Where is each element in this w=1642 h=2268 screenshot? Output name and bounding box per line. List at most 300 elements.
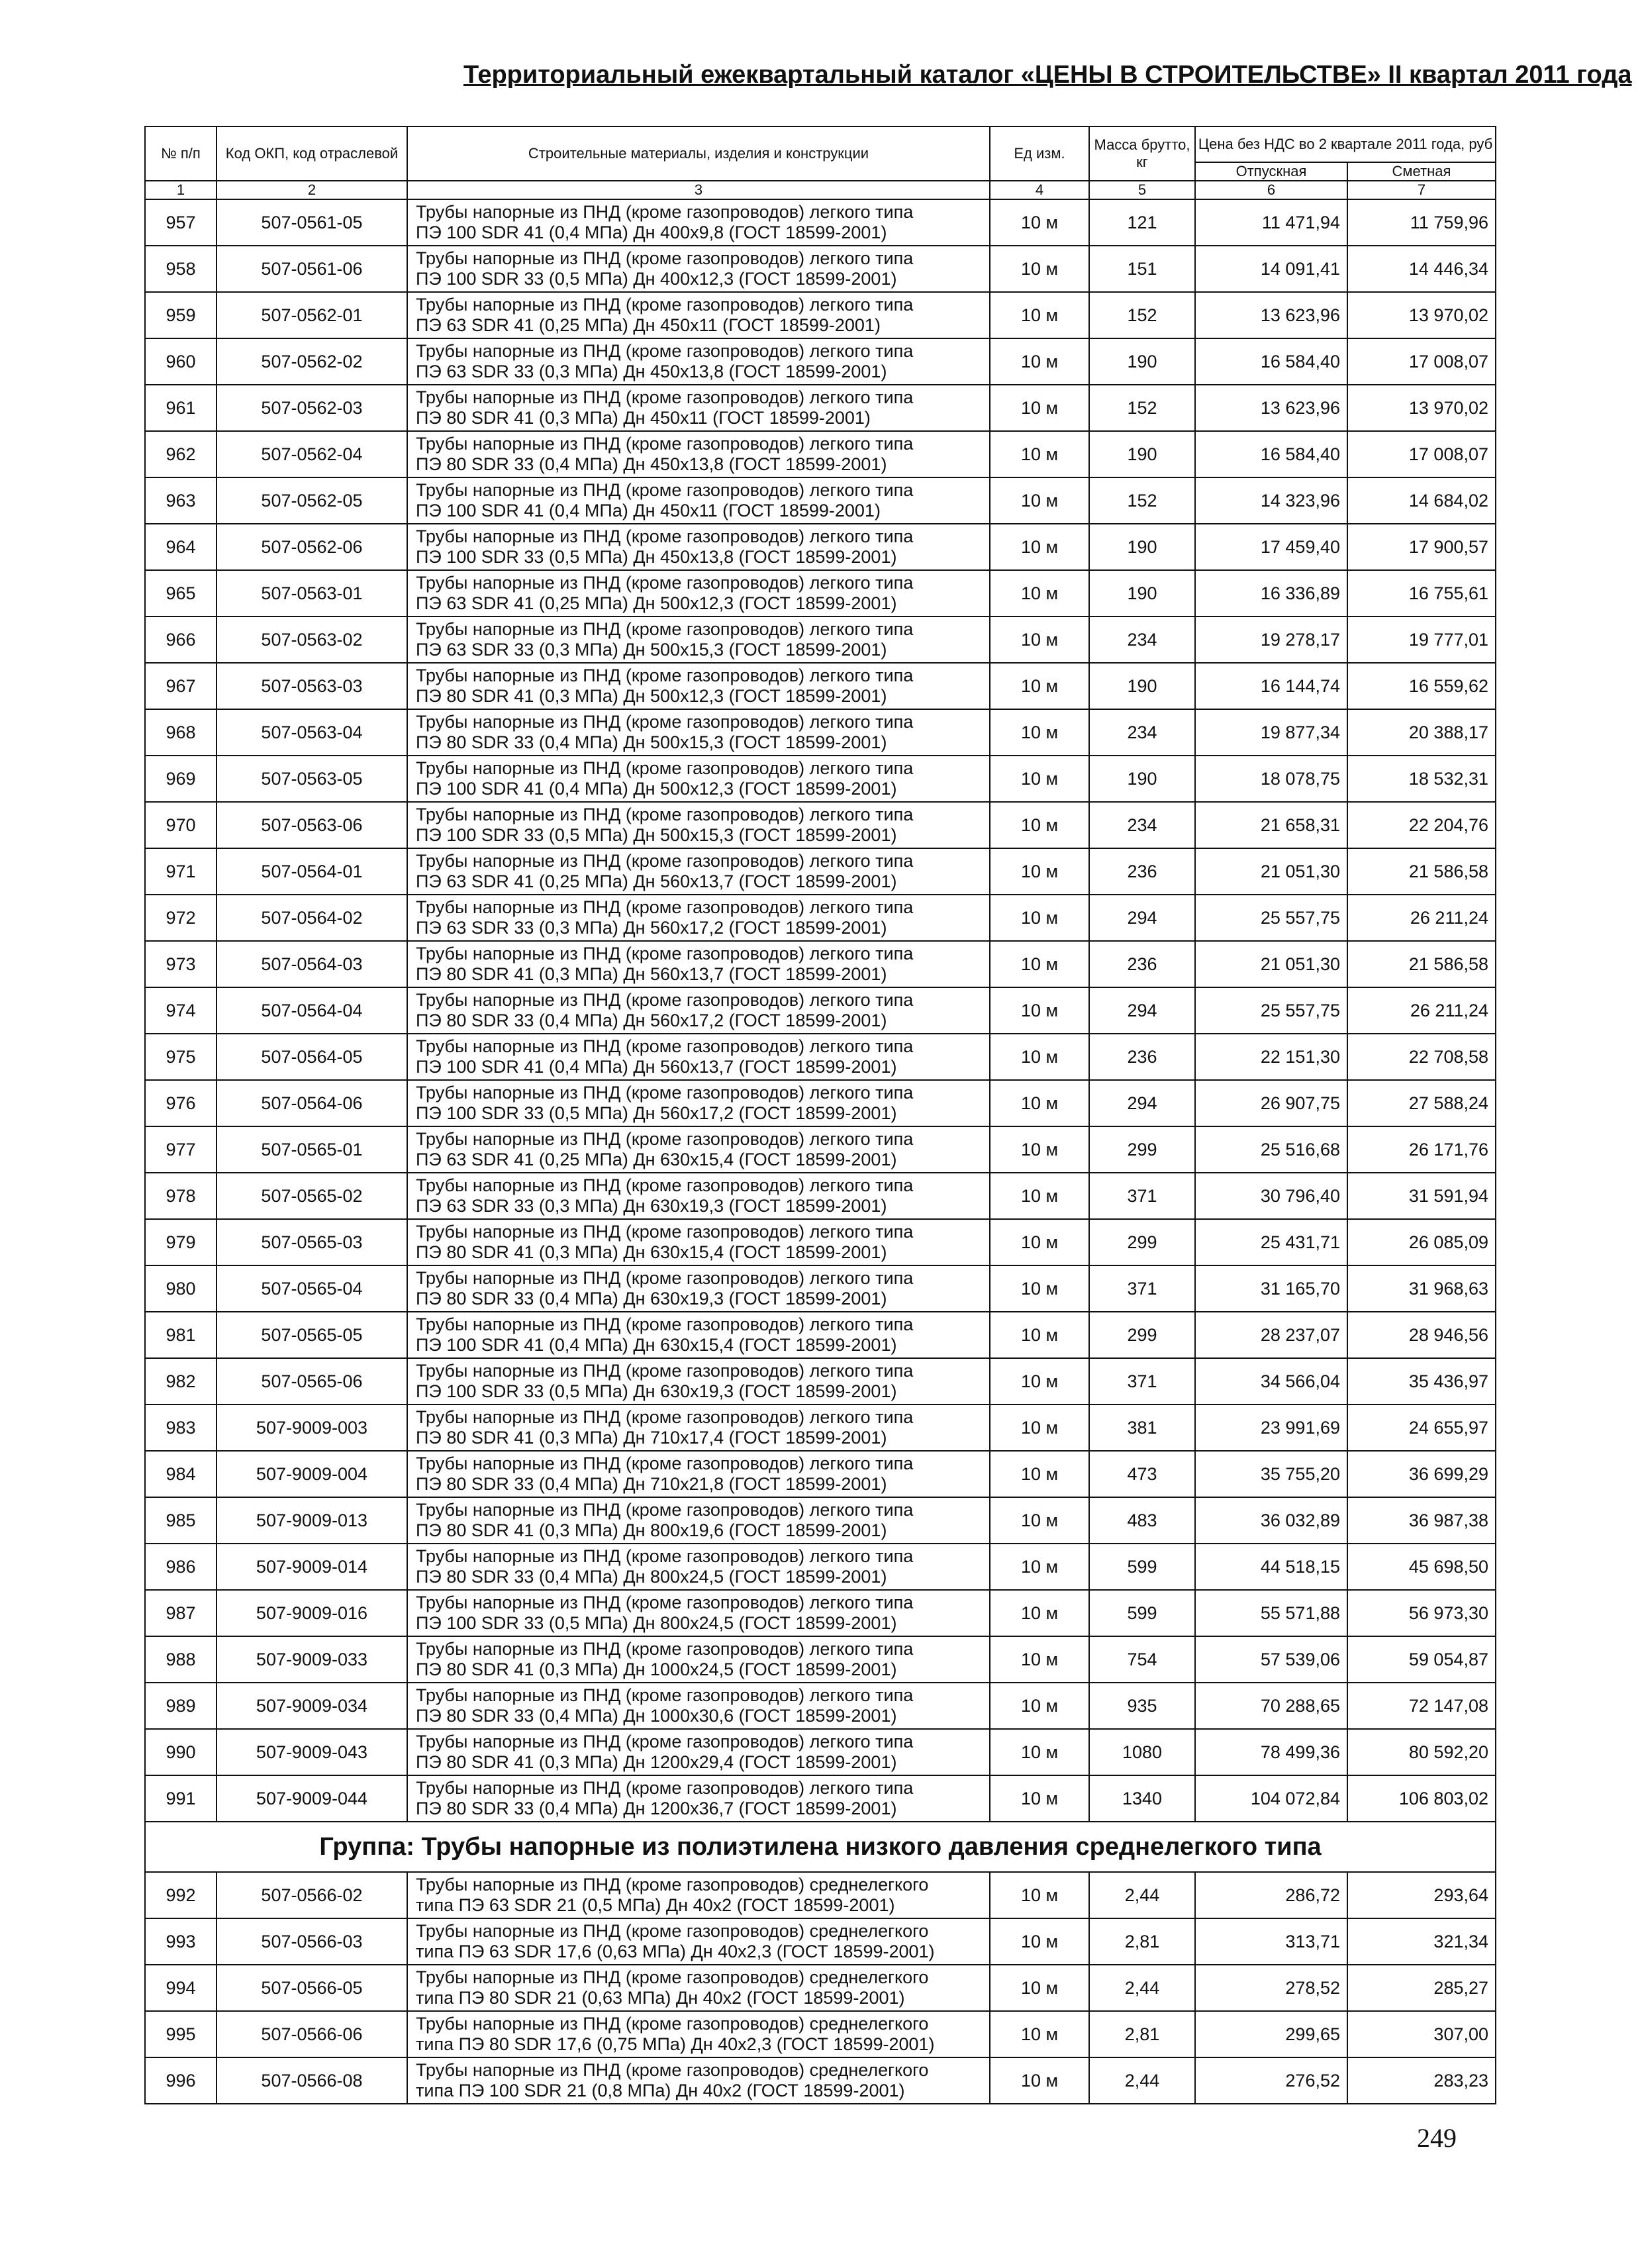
gross-mass: 599	[1089, 1544, 1195, 1590]
description-line: ПЭ 80 SDR 41 (0,3 МПа) Дн 500х12,3 (ГОСТ 18599-2001)	[416, 686, 887, 706]
price-table	[144, 126, 1496, 2104]
description-line: Трубы напорные из ПНД (кроме газопроводов) легкого типа	[416, 1454, 914, 1473]
description-line: Трубы напорные из ПНД (кроме газопроводов) легкого типа	[416, 248, 914, 268]
material-description	[407, 709, 990, 756]
release-price: 11 471,94	[1195, 199, 1347, 246]
estimate-price: 17 008,07	[1347, 338, 1496, 385]
column-number: 6	[1195, 181, 1347, 199]
unit: 10 м	[990, 1497, 1089, 1544]
description-line: Трубы напорные из ПНД (кроме газопроводов) легкого типа	[416, 805, 914, 824]
release-price: 21 051,30	[1195, 941, 1347, 987]
table-row	[145, 431, 1496, 477]
description-line: типа ПЭ 63 SDR 21 (0,5 МПа) Дн 40х2 (ГОСТ 18599-2001)	[416, 1895, 895, 1915]
estimate-price: 28 946,56	[1347, 1312, 1496, 1358]
row-number: 979	[145, 1219, 217, 1265]
description-line: ПЭ 80 SDR 41 (0,3 МПа) Дн 1000х24,5 (ГОСТ 18599-2001)	[416, 1659, 897, 1679]
release-price: 16 584,40	[1195, 431, 1347, 477]
unit: 10 м	[990, 1590, 1089, 1636]
unit: 10 м	[990, 756, 1089, 802]
row-number: 958	[145, 246, 217, 292]
description-line: Трубы напорные из ПНД (кроме газопроводов) легкого типа	[416, 851, 914, 871]
column-number: 4	[990, 181, 1089, 199]
unit: 10 м	[990, 616, 1089, 663]
release-price: 104 072,84	[1195, 1775, 1347, 1822]
col-estimate-header: Сметная	[1347, 162, 1496, 181]
description-line: ПЭ 80 SDR 33 (0,4 МПа) Дн 500х15,3 (ГОСТ 18599-2001)	[416, 732, 887, 752]
table-row	[145, 802, 1496, 848]
col-mass-header: Масса брутто, кг	[1089, 126, 1195, 181]
okp-code: 507-0561-06	[217, 246, 407, 292]
row-number: 985	[145, 1497, 217, 1544]
estimate-price: 13 970,02	[1347, 385, 1496, 431]
row-number: 965	[145, 570, 217, 616]
gross-mass: 1080	[1089, 1729, 1195, 1775]
material-description	[407, 199, 990, 246]
table-row	[145, 1729, 1496, 1775]
unit: 10 м	[990, 802, 1089, 848]
gross-mass: 236	[1089, 848, 1195, 895]
estimate-price: 26 085,09	[1347, 1219, 1496, 1265]
row-number: 961	[145, 385, 217, 431]
release-price: 26 907,75	[1195, 1080, 1347, 1126]
description-line: ПЭ 100 SDR 33 (0,5 МПа) Дн 450х13,8 (ГОСТ 18599-2001)	[416, 547, 897, 567]
release-price: 57 539,06	[1195, 1636, 1347, 1683]
gross-mass: 190	[1089, 524, 1195, 570]
description-line: Трубы напорные из ПНД (кроме газопроводов) легкого типа	[416, 573, 914, 593]
table-row	[145, 1173, 1496, 1219]
release-price: 16 584,40	[1195, 338, 1347, 385]
table-row	[145, 1219, 1496, 1265]
gross-mass: 234	[1089, 709, 1195, 756]
row-number: 989	[145, 1683, 217, 1729]
description-line: Трубы напорные из ПНД (кроме газопроводов) легкого типа	[416, 1778, 914, 1798]
estimate-price: 17 008,07	[1347, 431, 1496, 477]
description-line: ПЭ 100 SDR 41 (0,4 МПа) Дн 450х11 (ГОСТ 18599-2001)	[416, 501, 881, 520]
release-price: 34 566,04	[1195, 1358, 1347, 1405]
release-price: 299,65	[1195, 2011, 1347, 2057]
gross-mass: 599	[1089, 1590, 1195, 1636]
okp-code: 507-0565-06	[217, 1358, 407, 1405]
estimate-price: 21 586,58	[1347, 848, 1496, 895]
estimate-price: 27 588,24	[1347, 1080, 1496, 1126]
description-line: Трубы напорные из ПНД (кроме газопроводов) легкого типа	[416, 387, 914, 407]
description-line: типа ПЭ 80 SDR 21 (0,63 МПа) Дн 40х2 (ГОСТ 18599-2001)	[416, 1988, 905, 2008]
unit: 10 м	[990, 1683, 1089, 1729]
table-row	[145, 756, 1496, 802]
gross-mass: 190	[1089, 756, 1195, 802]
okp-code: 507-0565-04	[217, 1265, 407, 1312]
estimate-price: 22 708,58	[1347, 1034, 1496, 1080]
description-line: ПЭ 80 SDR 33 (0,4 МПа) Дн 560х17,2 (ГОСТ 18599-2001)	[416, 1011, 887, 1030]
material-description	[407, 1451, 990, 1497]
okp-code: 507-0564-01	[217, 848, 407, 895]
col-code-header: Код ОКП, код отраслевой	[217, 126, 407, 181]
gross-mass: 483	[1089, 1497, 1195, 1544]
table-row	[145, 616, 1496, 663]
material-description	[407, 385, 990, 431]
unit: 10 м	[990, 987, 1089, 1034]
okp-code: 507-9009-014	[217, 1544, 407, 1590]
row-number: 969	[145, 756, 217, 802]
gross-mass: 121	[1089, 199, 1195, 246]
okp-code: 507-0562-04	[217, 431, 407, 477]
okp-code: 507-0566-05	[217, 1965, 407, 2011]
release-price: 55 571,88	[1195, 1590, 1347, 1636]
description-line: ПЭ 80 SDR 33 (0,4 МПа) Дн 710х21,8 (ГОСТ 18599-2001)	[416, 1474, 887, 1494]
unit: 10 м	[990, 1265, 1089, 1312]
row-number: 981	[145, 1312, 217, 1358]
unit: 10 м	[990, 1312, 1089, 1358]
gross-mass: 371	[1089, 1358, 1195, 1405]
okp-code: 507-0566-06	[217, 2011, 407, 2057]
material-description	[407, 987, 990, 1034]
description-line: ПЭ 100 SDR 41 (0,4 МПа) Дн 500х12,3 (ГОСТ 18599-2001)	[416, 779, 897, 799]
table-row	[145, 663, 1496, 709]
gross-mass: 299	[1089, 1219, 1195, 1265]
release-price: 276,52	[1195, 2057, 1347, 2104]
description-line: Трубы напорные из ПНД (кроме газопроводов) легкого типа	[416, 1314, 914, 1334]
release-price: 22 151,30	[1195, 1034, 1347, 1080]
row-number: 977	[145, 1126, 217, 1173]
row-number: 973	[145, 941, 217, 987]
estimate-price: 283,23	[1347, 2057, 1496, 2104]
estimate-price: 18 532,31	[1347, 756, 1496, 802]
release-price: 16 144,74	[1195, 663, 1347, 709]
release-price: 13 623,96	[1195, 385, 1347, 431]
description-line: Трубы напорные из ПНД (кроме газопроводов) легкого типа	[416, 897, 914, 917]
group-row	[145, 1822, 1496, 1872]
table-row	[145, 1080, 1496, 1126]
unit: 10 м	[990, 2057, 1089, 2104]
description-line: ПЭ 100 SDR 33 (0,5 МПа) Дн 800х24,5 (ГОСТ 18599-2001)	[416, 1613, 897, 1633]
release-price: 44 518,15	[1195, 1544, 1347, 1590]
col-release-header: Отпускная	[1195, 162, 1347, 181]
description-line: ПЭ 80 SDR 41 (0,3 МПа) Дн 560х13,7 (ГОСТ 18599-2001)	[416, 964, 887, 984]
description-line: ПЭ 63 SDR 33 (0,3 МПа) Дн 630х19,3 (ГОСТ 18599-2001)	[416, 1196, 887, 1216]
material-description	[407, 1265, 990, 1312]
gross-mass: 473	[1089, 1451, 1195, 1497]
gross-mass: 190	[1089, 431, 1195, 477]
row-number: 971	[145, 848, 217, 895]
estimate-price: 14 684,02	[1347, 477, 1496, 524]
description-line: Трубы напорные из ПНД (кроме газопроводов) среднелегкого	[416, 2014, 929, 2034]
description-line: Трубы напорные из ПНД (кроме газопроводов) легкого типа	[416, 1268, 914, 1288]
description-line: Трубы напорные из ПНД (кроме газопроводов) легкого типа	[416, 1175, 914, 1195]
row-number: 984	[145, 1451, 217, 1497]
table-row	[145, 338, 1496, 385]
unit: 10 м	[990, 1173, 1089, 1219]
table-body-light	[145, 199, 1496, 1822]
description-line: ПЭ 80 SDR 33 (0,4 МПа) Дн 450х13,8 (ГОСТ 18599-2001)	[416, 454, 887, 474]
estimate-price: 45 698,50	[1347, 1544, 1496, 1590]
column-number: 2	[217, 181, 407, 199]
gross-mass: 2,81	[1089, 1918, 1195, 1965]
description-line: Трубы напорные из ПНД (кроме газопроводов) легкого типа	[416, 1500, 914, 1520]
gross-mass: 234	[1089, 802, 1195, 848]
unit: 10 м	[990, 1918, 1089, 1965]
okp-code: 507-0564-04	[217, 987, 407, 1034]
okp-code: 507-0564-06	[217, 1080, 407, 1126]
row-number: 987	[145, 1590, 217, 1636]
row-number: 959	[145, 292, 217, 338]
material-description	[407, 1080, 990, 1126]
estimate-price: 80 592,20	[1347, 1729, 1496, 1775]
release-price: 13 623,96	[1195, 292, 1347, 338]
estimate-price: 31 968,63	[1347, 1265, 1496, 1312]
unit: 10 м	[990, 524, 1089, 570]
material-description	[407, 616, 990, 663]
description-line: Трубы напорные из ПНД (кроме газопроводов) легкого типа	[416, 944, 914, 963]
material-description	[407, 756, 990, 802]
release-price: 35 755,20	[1195, 1451, 1347, 1497]
description-line: Трубы напорные из ПНД (кроме газопроводов) легкого типа	[416, 1036, 914, 1056]
row-number: 957	[145, 199, 217, 246]
gross-mass: 1340	[1089, 1775, 1195, 1822]
description-line: ПЭ 80 SDR 41 (0,3 МПа) Дн 710х17,4 (ГОСТ 18599-2001)	[416, 1428, 887, 1448]
unit: 10 м	[990, 199, 1089, 246]
estimate-price: 35 436,97	[1347, 1358, 1496, 1405]
okp-code: 507-0563-05	[217, 756, 407, 802]
release-price: 14 323,96	[1195, 477, 1347, 524]
col-name-header: Строительные материалы, изделия и конструкции	[407, 126, 990, 181]
release-price: 25 557,75	[1195, 895, 1347, 941]
estimate-price: 19 777,01	[1347, 616, 1496, 663]
table-row	[145, 941, 1496, 987]
gross-mass: 294	[1089, 1080, 1195, 1126]
okp-code: 507-0565-01	[217, 1126, 407, 1173]
material-description	[407, 802, 990, 848]
unit: 10 м	[990, 1080, 1089, 1126]
description-line: ПЭ 100 SDR 33 (0,5 МПа) Дн 500х15,3 (ГОСТ 18599-2001)	[416, 825, 897, 845]
estimate-price: 26 211,24	[1347, 987, 1496, 1034]
table-row	[145, 246, 1496, 292]
gross-mass: 2,44	[1089, 1872, 1195, 1918]
table-row	[145, 385, 1496, 431]
description-line: Трубы напорные из ПНД (кроме газопроводов) легкого типа	[416, 1083, 914, 1103]
material-description	[407, 2011, 990, 2057]
table-row	[145, 477, 1496, 524]
description-line: Трубы напорные из ПНД (кроме газопроводов) легкого типа	[416, 758, 914, 778]
okp-code: 507-9009-016	[217, 1590, 407, 1636]
release-price: 25 516,68	[1195, 1126, 1347, 1173]
table-row	[145, 895, 1496, 941]
description-line: ПЭ 63 SDR 33 (0,3 МПа) Дн 500х15,3 (ГОСТ 18599-2001)	[416, 640, 887, 660]
okp-code: 507-9009-033	[217, 1636, 407, 1683]
table-row	[145, 1126, 1496, 1173]
description-line: ПЭ 80 SDR 33 (0,4 МПа) Дн 630х19,3 (ГОСТ 18599-2001)	[416, 1289, 887, 1308]
unit: 10 м	[990, 1544, 1089, 1590]
table-row	[145, 1265, 1496, 1312]
estimate-price: 59 054,87	[1347, 1636, 1496, 1683]
release-price: 36 032,89	[1195, 1497, 1347, 1544]
row-number: 967	[145, 663, 217, 709]
gross-mass: 234	[1089, 616, 1195, 663]
gross-mass: 152	[1089, 477, 1195, 524]
gross-mass: 299	[1089, 1312, 1195, 1358]
unit: 10 м	[990, 338, 1089, 385]
gross-mass: 152	[1089, 292, 1195, 338]
description-line: Трубы напорные из ПНД (кроме газопроводов) легкого типа	[416, 202, 914, 222]
material-description	[407, 895, 990, 941]
gross-mass: 935	[1089, 1683, 1195, 1729]
material-description	[407, 1872, 990, 1918]
table-row	[145, 199, 1496, 246]
table-row	[145, 1312, 1496, 1358]
release-price: 21 051,30	[1195, 848, 1347, 895]
gross-mass: 2,44	[1089, 1965, 1195, 2011]
description-line: ПЭ 63 SDR 41 (0,25 МПа) Дн 500х12,3 (ГОСТ 18599-2001)	[416, 593, 897, 613]
material-description	[407, 1636, 990, 1683]
description-line: Трубы напорные из ПНД (кроме газопроводов) легкого типа	[416, 341, 914, 361]
row-number: 994	[145, 1965, 217, 2011]
description-line: ПЭ 63 SDR 41 (0,25 МПа) Дн 560х13,7 (ГОСТ 18599-2001)	[416, 871, 897, 891]
table-row	[145, 2011, 1496, 2057]
estimate-price: 36 699,29	[1347, 1451, 1496, 1497]
okp-code: 507-0562-03	[217, 385, 407, 431]
material-description	[407, 1312, 990, 1358]
material-description	[407, 1590, 990, 1636]
row-number: 980	[145, 1265, 217, 1312]
gross-mass: 381	[1089, 1405, 1195, 1451]
estimate-price: 14 446,34	[1347, 246, 1496, 292]
okp-code: 507-0561-05	[217, 199, 407, 246]
table-row	[145, 987, 1496, 1034]
okp-code: 507-0566-02	[217, 1872, 407, 1918]
header-row	[145, 126, 1496, 162]
table-row	[145, 1405, 1496, 1451]
okp-code: 507-0564-02	[217, 895, 407, 941]
description-line: Трубы напорные из ПНД (кроме газопроводов) легкого типа	[416, 526, 914, 546]
release-price: 16 336,89	[1195, 570, 1347, 616]
estimate-price: 21 586,58	[1347, 941, 1496, 987]
release-price: 19 877,34	[1195, 709, 1347, 756]
description-line: Трубы напорные из ПНД (кроме газопроводов) легкого типа	[416, 1732, 914, 1751]
description-line: ПЭ 80 SDR 33 (0,4 МПа) Дн 1000х30,6 (ГОСТ 18599-2001)	[416, 1706, 897, 1726]
unit: 10 м	[990, 246, 1089, 292]
unit: 10 м	[990, 1358, 1089, 1405]
table-row	[145, 1034, 1496, 1080]
gross-mass: 294	[1089, 895, 1195, 941]
table-row	[145, 1544, 1496, 1590]
col-price-group-header: Цена без НДС во 2 квартале 2011 года, руб	[1195, 126, 1496, 162]
estimate-price: 11 759,96	[1347, 199, 1496, 246]
release-price: 286,72	[1195, 1872, 1347, 1918]
material-description	[407, 292, 990, 338]
description-line: Трубы напорные из ПНД (кроме газопроводов) легкого типа	[416, 712, 914, 732]
unit: 10 м	[990, 385, 1089, 431]
description-line: Трубы напорные из ПНД (кроме газопроводов) легкого типа	[416, 1129, 914, 1149]
material-description	[407, 663, 990, 709]
description-line: ПЭ 80 SDR 41 (0,3 МПа) Дн 630х15,4 (ГОСТ 18599-2001)	[416, 1242, 887, 1262]
gross-mass: 371	[1089, 1265, 1195, 1312]
description-line: Трубы напорные из ПНД (кроме газопроводов) среднелегкого	[416, 1921, 929, 1941]
unit: 10 м	[990, 1729, 1089, 1775]
unit: 10 м	[990, 477, 1089, 524]
material-description	[407, 1219, 990, 1265]
table-row	[145, 1451, 1496, 1497]
row-number: 963	[145, 477, 217, 524]
description-line: типа ПЭ 80 SDR 17,6 (0,75 МПа) Дн 40х2,3 (ГОСТ 18599-2001)	[416, 2034, 935, 2054]
okp-code: 507-9009-034	[217, 1683, 407, 1729]
okp-code: 507-9009-003	[217, 1405, 407, 1451]
row-number: 968	[145, 709, 217, 756]
table-row	[145, 570, 1496, 616]
material-description	[407, 1497, 990, 1544]
description-line: Трубы напорные из ПНД (кроме газопроводов) легкого типа	[416, 666, 914, 685]
description-line: Трубы напорные из ПНД (кроме газопроводов) легкого типа	[416, 990, 914, 1010]
description-line: Трубы напорные из ПНД (кроме газопроводов) легкого типа	[416, 1593, 914, 1612]
release-price: 30 796,40	[1195, 1173, 1347, 1219]
gross-mass: 2,44	[1089, 2057, 1195, 2104]
table-row	[145, 1590, 1496, 1636]
description-line: ПЭ 100 SDR 33 (0,5 МПа) Дн 560х17,2 (ГОСТ 18599-2001)	[416, 1103, 897, 1123]
estimate-price: 22 204,76	[1347, 802, 1496, 848]
column-number: 3	[407, 181, 990, 199]
okp-code: 507-0566-08	[217, 2057, 407, 2104]
row-number: 991	[145, 1775, 217, 1822]
description-line: Трубы напорные из ПНД (кроме газопроводов) легкого типа	[416, 434, 914, 454]
description-line: ПЭ 80 SDR 33 (0,4 МПа) Дн 1200х36,7 (ГОСТ 18599-2001)	[416, 1799, 897, 1818]
release-price: 28 237,07	[1195, 1312, 1347, 1358]
estimate-price: 293,64	[1347, 1872, 1496, 1918]
description-line: Трубы напорные из ПНД (кроме газопроводов) среднелегкого	[416, 2060, 929, 2080]
unit: 10 м	[990, 709, 1089, 756]
okp-code: 507-0562-05	[217, 477, 407, 524]
material-description	[407, 1775, 990, 1822]
description-line: Трубы напорные из ПНД (кроме газопроводов) легкого типа	[416, 1222, 914, 1242]
description-line: типа ПЭ 63 SDR 17,6 (0,63 МПа) Дн 40х2,3 (ГОСТ 18599-2001)	[416, 1942, 935, 1961]
material-description	[407, 848, 990, 895]
description-line: ПЭ 80 SDR 33 (0,4 МПа) Дн 800х24,5 (ГОСТ 18599-2001)	[416, 1567, 887, 1587]
estimate-price: 56 973,30	[1347, 1590, 1496, 1636]
estimate-price: 307,00	[1347, 2011, 1496, 2057]
estimate-price: 17 900,57	[1347, 524, 1496, 570]
unit: 10 м	[990, 1636, 1089, 1683]
material-description	[407, 1126, 990, 1173]
okp-code: 507-9009-013	[217, 1497, 407, 1544]
description-line: Трубы напорные из ПНД (кроме газопроводов) легкого типа	[416, 1685, 914, 1705]
okp-code: 507-0565-02	[217, 1173, 407, 1219]
release-price: 25 557,75	[1195, 987, 1347, 1034]
okp-code: 507-0563-04	[217, 709, 407, 756]
row-number: 978	[145, 1173, 217, 1219]
release-price: 14 091,41	[1195, 246, 1347, 292]
group-section	[145, 1822, 1496, 1872]
row-number: 974	[145, 987, 217, 1034]
unit: 10 м	[990, 848, 1089, 895]
okp-code: 507-0563-06	[217, 802, 407, 848]
catalog-header: Территориальный ежеквартальный каталог «ЦЕНЫ В СТРОИТЕЛЬСТВЕ» II квартал 2011 года	[463, 61, 1632, 89]
estimate-price: 31 591,94	[1347, 1173, 1496, 1219]
unit: 10 м	[990, 1034, 1089, 1080]
okp-code: 507-9009-044	[217, 1775, 407, 1822]
release-price: 25 431,71	[1195, 1219, 1347, 1265]
description-line: Трубы напорные из ПНД (кроме газопроводов) легкого типа	[416, 1546, 914, 1566]
estimate-price: 16 559,62	[1347, 663, 1496, 709]
material-description	[407, 431, 990, 477]
gross-mass: 190	[1089, 663, 1195, 709]
okp-code: 507-0562-02	[217, 338, 407, 385]
column-number: 5	[1089, 181, 1195, 199]
unit: 10 м	[990, 2011, 1089, 2057]
release-price: 18 078,75	[1195, 756, 1347, 802]
description-line: Трубы напорные из ПНД (кроме газопроводов) легкого типа	[416, 1407, 914, 1427]
gross-mass: 754	[1089, 1636, 1195, 1683]
row-number: 962	[145, 431, 217, 477]
gross-mass: 371	[1089, 1173, 1195, 1219]
description-line: типа ПЭ 100 SDR 21 (0,8 МПа) Дн 40х2 (ГОСТ 18599-2001)	[416, 2081, 905, 2100]
unit: 10 м	[990, 431, 1089, 477]
